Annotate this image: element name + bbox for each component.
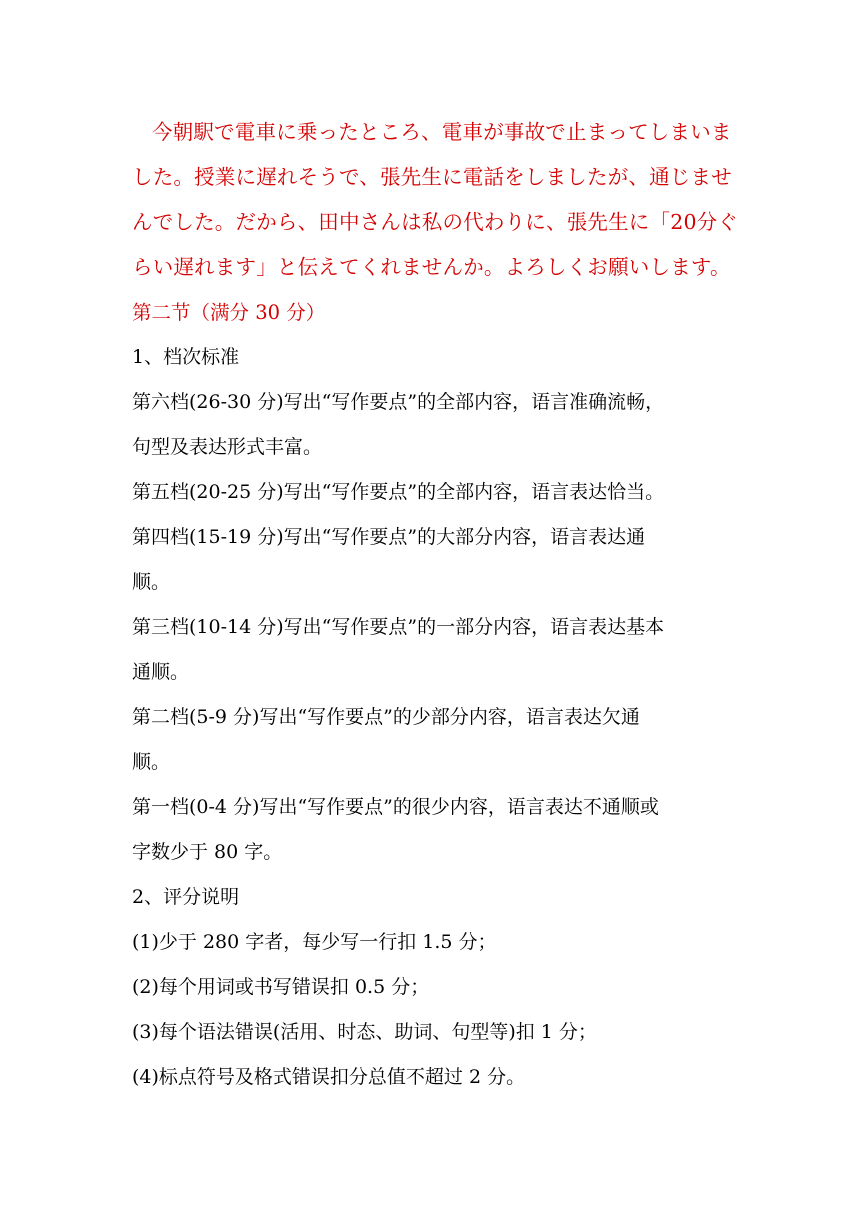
scoring-heading: 2、评分说明: [132, 886, 240, 908]
standards-heading: 1、档次标准: [132, 346, 240, 368]
document-page: [132, 110, 752, 1100]
standard-line: 第四档(15-19 分)写出“写作要点”的大部分内容，语言表达通: [132, 526, 646, 548]
section-heading: 第二节（满分 30 分）: [132, 301, 326, 324]
standard-line: 第三档(10-14 分)写出“写作要点”的一部分内容，语言表达基本: [132, 616, 665, 638]
standard-line: 通顺。: [132, 661, 190, 683]
standard-line: 顺。: [132, 571, 171, 593]
standard-line: 第二档(5-9 分)写出“写作要点”的少部分内容，语言表达欠通: [132, 706, 640, 728]
scoring-note: (4)标点符号及格式错误扣分总值不超过 2 分。: [132, 1066, 526, 1088]
scoring-note: (2)每个用词或书写错误扣 0.5 分；: [132, 976, 430, 998]
standard-line: 顺。: [132, 751, 171, 773]
scoring-note: (3)每个语法错误(活用、时态、助词、句型等)扣 1 分；: [132, 1021, 597, 1043]
standard-line: 第五档(20-25 分)写出“写作要点”的全部内容，语言表达恰当。: [132, 481, 665, 503]
scoring-note: (1)少于 280 字者，每少写一行扣 1.5 分；: [132, 931, 497, 953]
standard-line: 字数少于 80 字。: [132, 841, 283, 863]
standard-line: 第六档(26-30 分)写出“写作要点”的全部内容，语言准确流畅，: [132, 391, 665, 413]
standard-line: 句型及表达形式丰富。: [132, 436, 323, 458]
japanese-passage: 今朝駅で電車に乗ったところ、電車が事故で止まってしまいました。授業に遅れそうで、張先生に電話をしましたが、通じませんでした。だから、田中さんは私の代わりに、張先生に「20分ぐらい遅れます」と伝えてくれませんか。よろしくお願いします。: [132, 120, 739, 279]
standard-line: 第一档(0-4 分)写出“写作要点”的很少内容，语言表达不通顺或: [132, 796, 659, 818]
